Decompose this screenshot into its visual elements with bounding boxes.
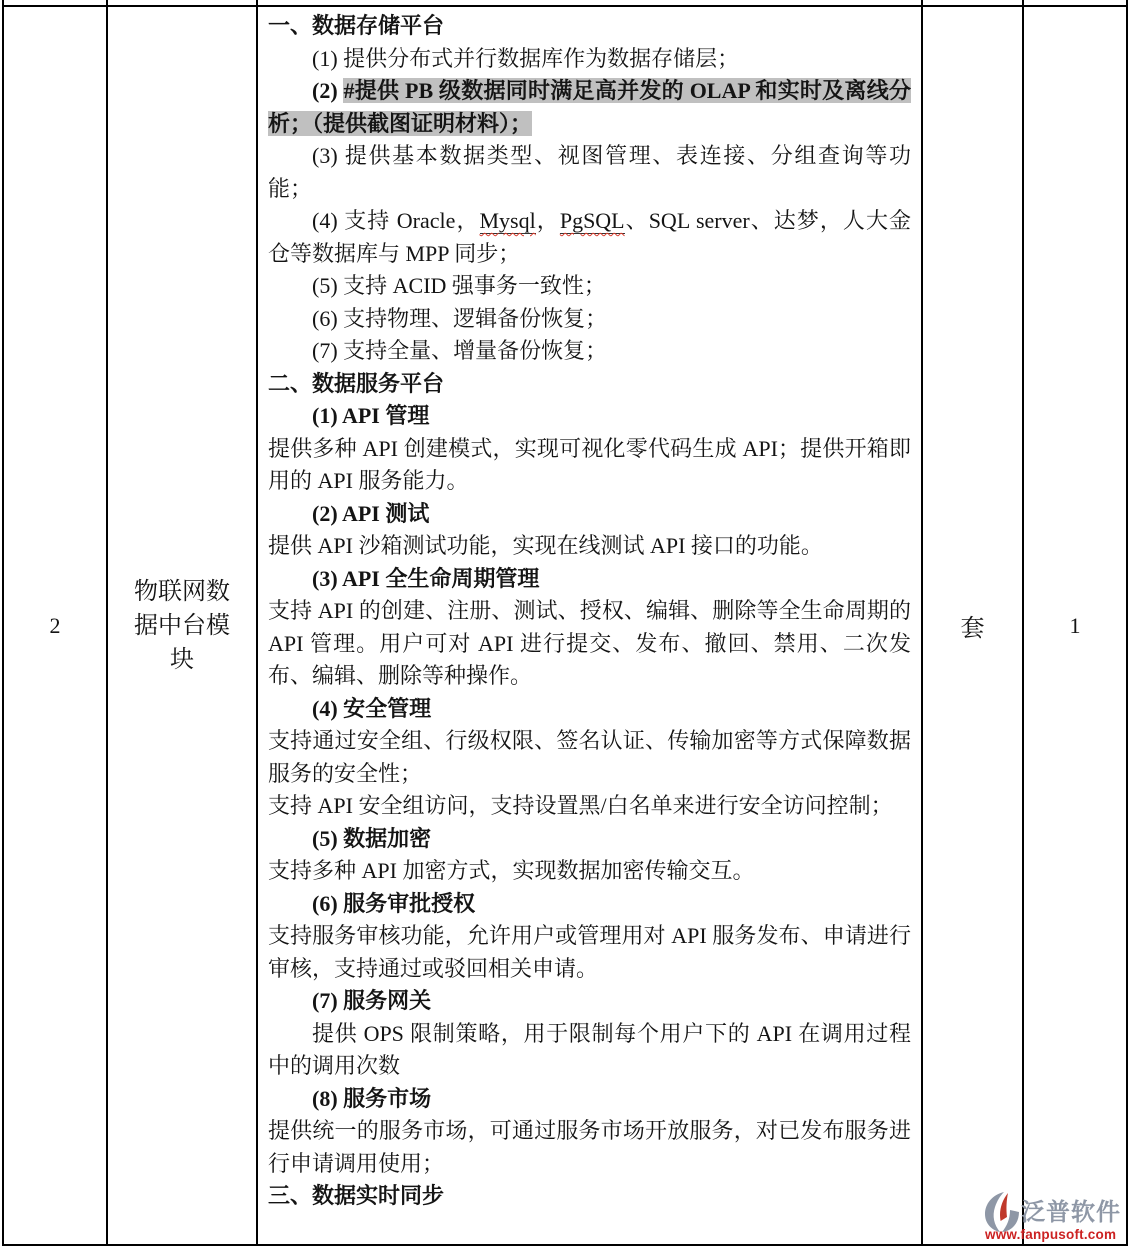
text-run: (8) 服务市场 — [312, 1085, 432, 1111]
table-row — [3, 6, 1127, 1245]
text-run: (5) 支持 ACID 强事务一致性； — [312, 273, 606, 298]
spec-cell-content — [268, 10, 911, 1244]
spec-paragraph — [268, 693, 911, 726]
spec-paragraph — [268, 75, 911, 140]
fanpusoft-url-text: www.fanpusoft.com — [985, 1227, 1117, 1242]
text-run: (5) 数据加密 — [312, 825, 432, 851]
spellcheck-run: PgSQL — [559, 208, 625, 233]
text-run: 提供多种 API 创建模式，实现可视化零代码生成 API；提供开箱即用的 API 服务能力。 — [268, 435, 911, 493]
text-run: (3) API 全生命周期管理 — [312, 565, 540, 591]
text-run: (4) 支持 Oracle， — [312, 208, 480, 233]
fanpusoft-watermark — [984, 1191, 1121, 1245]
text-run: (3) 提供基本数据类型、视图管理、表连接、分组查询等功能； — [268, 143, 911, 201]
row-index: 2 — [49, 612, 61, 638]
spec-paragraph — [268, 725, 911, 790]
spec-cell — [257, 6, 922, 1245]
spec-paragraph — [268, 335, 911, 368]
spec-paragraph — [268, 433, 911, 498]
text-run: 提供 OPS 限制策略，用于限制每个用户下的 API 在调用过程中的调用次数 — [268, 1020, 911, 1078]
text-run: (4) 安全管理 — [312, 695, 432, 721]
spec-paragraph — [268, 1115, 911, 1180]
spec-paragraph — [268, 1083, 911, 1116]
spec-paragraph — [268, 563, 911, 596]
spec-paragraph — [268, 595, 911, 693]
spellcheck-run: Mysql — [479, 208, 536, 233]
spec-paragraph — [268, 43, 911, 76]
quantity-value: 1 — [1069, 612, 1081, 638]
spec-paragraph — [268, 823, 911, 856]
highlighted-run: #提供 PB 级数据同时满足高并发的 OLAP 和实时及离线分析；（提供截图证明材料）； — [268, 78, 911, 136]
text-run: (7) 支持全量、增量备份恢复； — [312, 338, 608, 363]
spec-paragraph — [268, 855, 911, 888]
text-run: 支持服务审核功能，允许用户或管理用对 API 服务发布、申请进行审核，支持通过或驳回相关申请。 — [268, 923, 911, 981]
text-run: 支持多种 API 加密方式，实现数据加密传输交互。 — [268, 858, 755, 883]
text-run: 支持通过安全组、行级权限、签名认证、传输加密等方式保障数据服务的安全性； — [268, 728, 911, 786]
spec-paragraph — [268, 303, 911, 336]
spec-paragraph — [268, 920, 911, 985]
spec-paragraph — [268, 140, 911, 205]
spec-paragraph — [268, 270, 911, 303]
unit-cell — [922, 6, 1023, 1245]
spec-paragraph — [268, 530, 911, 563]
text-run: (1) API 管理 — [312, 403, 430, 428]
text-run: 一、数据存储平台 — [268, 13, 445, 38]
text-run: (7) 服务网关 — [312, 988, 432, 1013]
spec-paragraph — [268, 985, 911, 1018]
text-run: (2) — [312, 78, 344, 103]
text-run: 、SQL server、达梦，人大金仓等数据库与 MPP 同步； — [268, 208, 911, 266]
module-name: 物联网数据中台模块 — [134, 578, 230, 673]
text-run: (6) 服务审批授权 — [312, 890, 476, 916]
spec-paragraph — [268, 10, 911, 43]
row-index-cell — [3, 6, 107, 1245]
fanpusoft-brand-text: 泛普软件 — [1021, 1199, 1121, 1226]
unit-value: 套 — [960, 616, 985, 642]
spec-paragraph — [268, 1180, 911, 1213]
text-run: (1) 提供分布式并行数据库作为数据存储层； — [312, 45, 740, 71]
text-run: 提供统一的服务市场，可通过服务市场开放服务，对已发布服务进行申请调用使用； — [268, 1118, 911, 1176]
spec-paragraph — [268, 368, 911, 401]
spec-paragraph — [268, 205, 911, 270]
module-name-cell — [107, 6, 257, 1245]
text-run: 三、数据实时同步 — [268, 1183, 445, 1208]
spec-paragraph — [268, 498, 911, 531]
spec-paragraph — [268, 1018, 911, 1083]
spec-paragraph — [268, 400, 911, 433]
quantity-cell — [1023, 6, 1127, 1245]
spec-table — [2, 0, 1128, 1246]
text-run: 支持 API 安全组访问，支持设置黑/白名单来进行安全访问控制； — [268, 793, 893, 818]
text-run: 二、数据服务平台 — [268, 370, 445, 396]
text-run: (2) API 测试 — [312, 500, 430, 526]
text-run: ， — [535, 208, 560, 233]
text-run: (6) 支持物理、逻辑备份恢复； — [312, 305, 608, 331]
spec-paragraph — [268, 888, 911, 921]
text-run: 提供 API 沙箱测试功能，实现在线测试 API 接口的功能。 — [268, 533, 823, 558]
spec-paragraph — [268, 790, 911, 823]
text-run: 支持 API 的创建、注册、测试、授权、编辑、删除等全生命周期的 API 管理。用户可对 API 进行提交、发布、撤回、禁用、二次发布、编辑、删除等种操作。 — [268, 598, 911, 688]
